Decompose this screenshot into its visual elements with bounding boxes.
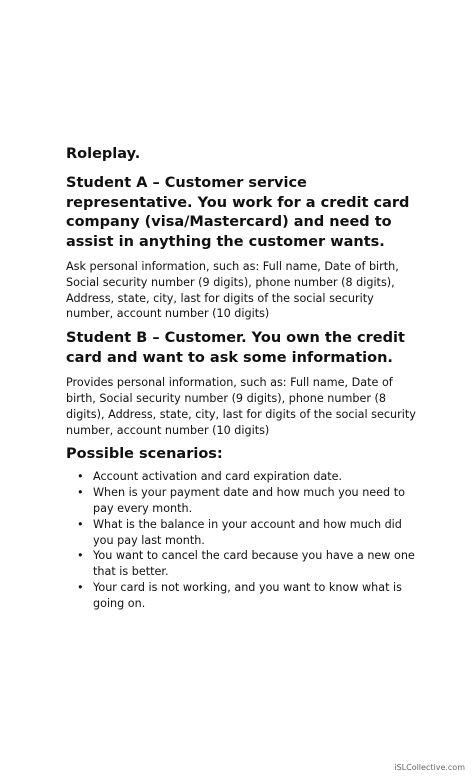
student-a-heading: Student A – Customer service representative. You work for a credit card company (visa/Mastercard) and need to assist in anything the customer wants. — [66, 175, 410, 250]
scenarios-list — [66, 469, 416, 611]
list-item: • You want to cancel the card because you have a new one that is better. — [77, 549, 415, 579]
bullet-icon: • — [77, 470, 84, 484]
bullet-icon: • — [77, 486, 84, 500]
bullet-icon: • — [77, 517, 84, 531]
watermark-footer: iSLCollective.com — [394, 763, 465, 772]
page-title: Roleplay. — [66, 146, 141, 162]
student-b-heading: Student B – Customer. You own the credit card and want to ask some information. — [66, 330, 405, 366]
list-item: • Account activation and card expiration date. — [77, 470, 343, 484]
bullet-icon: • — [77, 580, 84, 594]
bullet-icon: • — [77, 549, 84, 563]
scenarios-heading: Possible scenarios: — [66, 446, 223, 463]
student-a-instructions: Ask personal information, such as: Full name, Date of birth, Social security number (9 digits), phone number (8 digits), Address, state, city, last for digits of the social security number, account number (10 digits) — [66, 260, 399, 321]
list-item: • When is your payment date and how much you need to pay every month. — [77, 486, 405, 515]
list-item: • Your card is not working, and you want to know what is going on. — [77, 580, 402, 610]
worksheet-content — [66, 145, 416, 612]
list-item: • What is the balance in your account and how much did you pay last month. — [77, 517, 402, 547]
student-b-instructions: Provides personal information, such as: Full name, Date of birth, Social security number (9 digits), phone number (8 digits), Address, state, city, last for digits of the social security number, account number (10 digits) — [66, 376, 416, 437]
